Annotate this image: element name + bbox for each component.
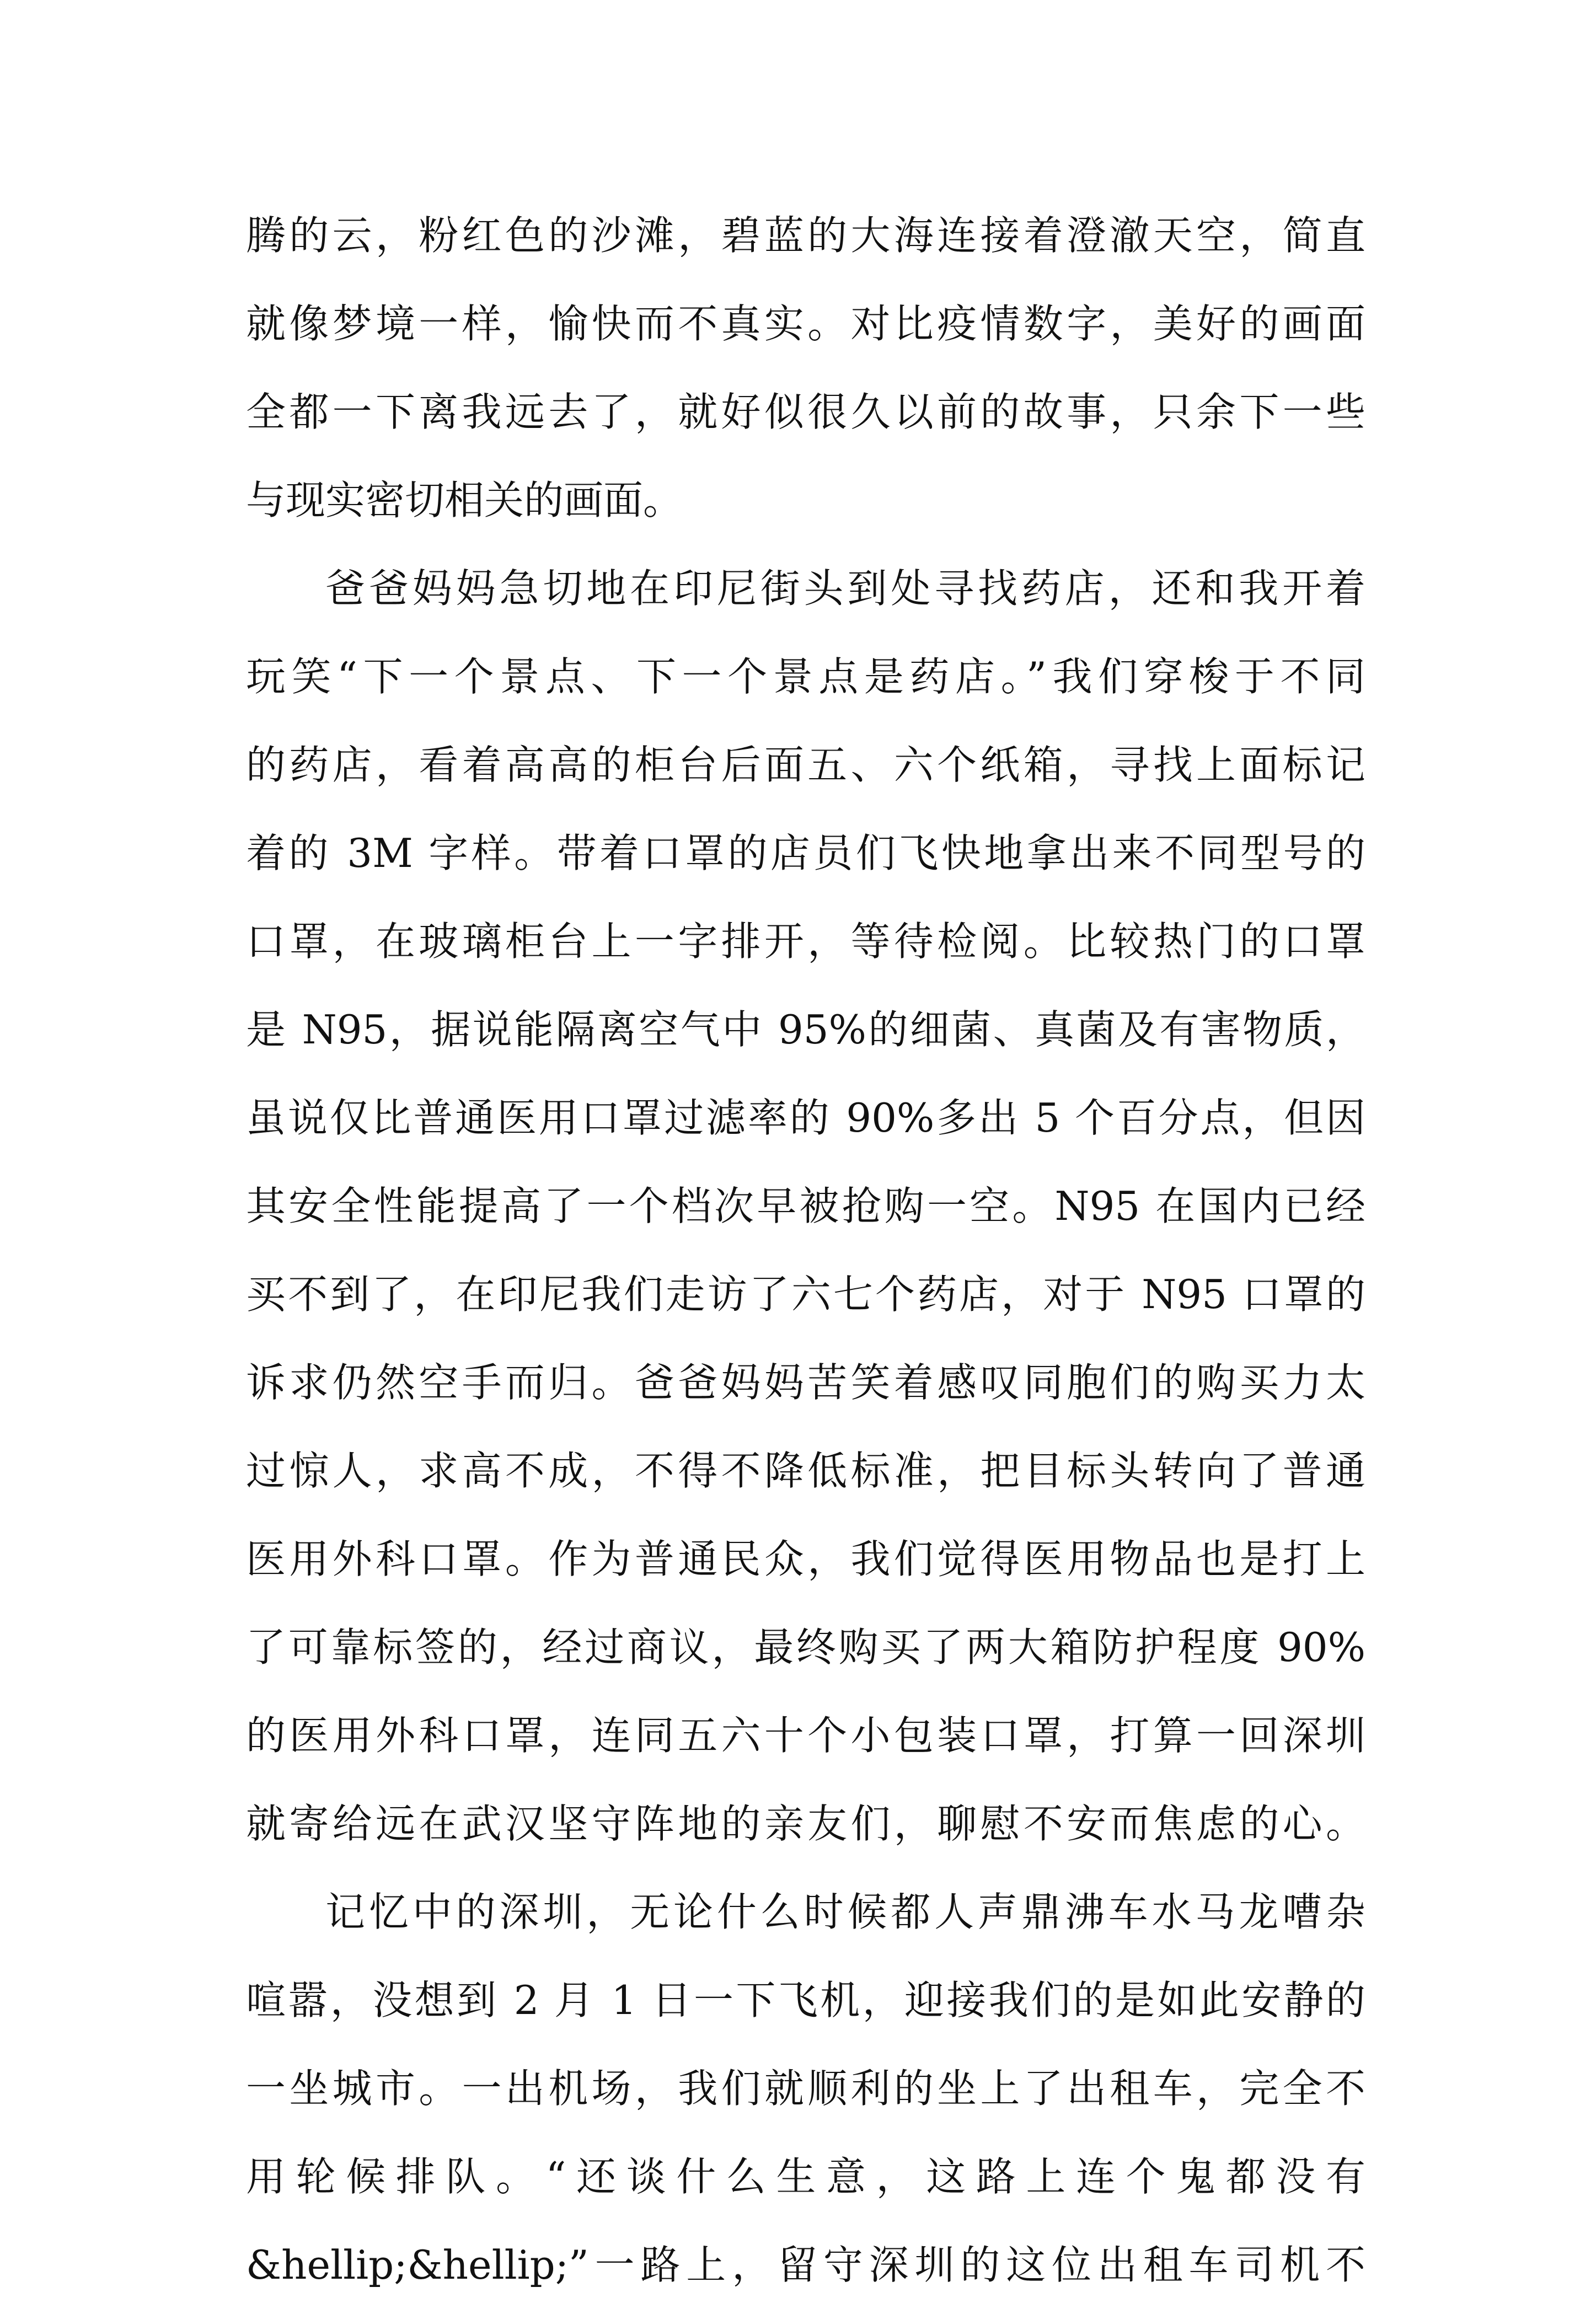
text-line: 过惊人，求高不成，不得不降低标准，把目标头转向了普通 (246, 1448, 1365, 1494)
text-line: 与现实密切相关的画面。 (246, 477, 683, 523)
text-line: 的医用外科口罩，连同五六十个小包装口罩，打算一回深圳 (246, 1712, 1365, 1759)
text-line: 的药店，看着高高的柜台后面五、六个纸箱，寻找上面标记 (246, 742, 1365, 788)
text-line: 记忆中的深圳，无论什么时候都人声鼎沸车水马龙嘈杂 (325, 1889, 1365, 1935)
text-line: 就寄给远在武汉坚守阵地的亲友们，聊慰不安而焦虑的心。 (246, 1801, 1365, 1847)
text-line: 玩笑“下一个景点、下一个景点是药店。”我们穿梭于不同 (246, 653, 1365, 700)
text-line: 用轮候排队。“还谈什么生意，这路上连个鬼都没有 (246, 2154, 1365, 2200)
text-line: 口罩，在玻璃柜台上一字排开，等待检阅。比较热门的口罩 (246, 918, 1365, 965)
text-line: 喧嚣，没想到 2 月 1 日一下飞机，迎接我们的是如此安静的 (246, 1977, 1365, 2023)
text-line: 一坐城市。一出机场，我们就顺利的坐上了出租车，完全不 (246, 2065, 1365, 2112)
text-line: 全都一下离我远去了，就好似很久以前的故事，只余下一些 (246, 389, 1365, 435)
text-line: 诉求仍然空手而归。爸爸妈妈苦笑着感叹同胞们的购买力太 (246, 1359, 1365, 1406)
text-line: 爸爸妈妈急切地在印尼街头到处寻找药店，还和我开着 (325, 565, 1365, 612)
text-line: 了可靠标签的，经过商议，最终购买了两大箱防护程度 90% (246, 1624, 1365, 1670)
text-line: &hellip;&hellip;”一路上，留守深圳的这位出租车司机不 (246, 2242, 1365, 2288)
text-line: 买不到了，在印尼我们走访了六七个药店，对于 N95 口罩的 (246, 1271, 1365, 1317)
text-line: 就像梦境一样，愉快而不真实。对比疫情数字，美好的画面 (246, 301, 1365, 347)
text-line: 其安全性能提高了一个档次早被抢购一空。N95 在国内已经 (246, 1183, 1365, 1229)
text-line: 医用外科口罩。作为普通民众，我们觉得医用物品也是打上 (246, 1536, 1365, 1582)
text-line: 是 N95，据说能隔离空气中 95%的细菌、真菌及有害物质， (246, 1006, 1365, 1053)
text-line: 着的 3M 字样。带着口罩的店员们飞快地拿出来不同型号的 (246, 830, 1365, 876)
text-line: 腾的云，粉红色的沙滩，碧蓝的大海连接着澄澈天空，简直 (246, 212, 1365, 259)
text-line: 虽说仅比普通医用口罩过滤率的 90%多出 5 个百分点，但因 (246, 1095, 1365, 1141)
